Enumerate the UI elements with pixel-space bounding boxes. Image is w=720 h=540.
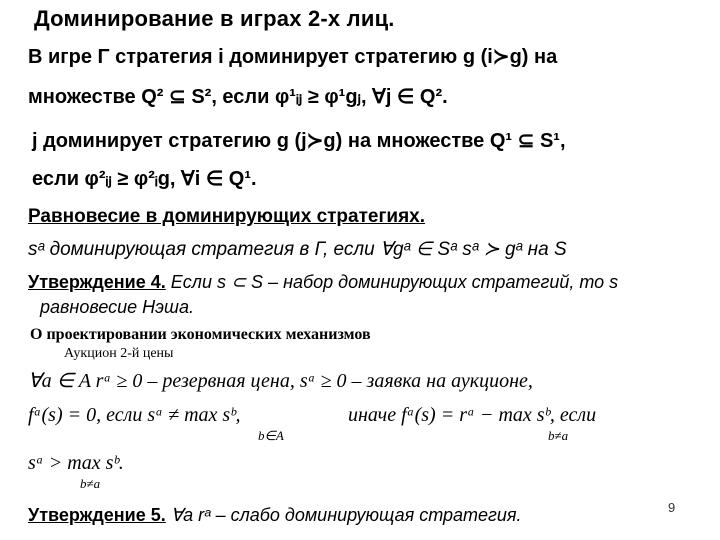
section-title-equilibrium: Равновесие в доминирующих стратегиях. — [28, 206, 426, 227]
section-subtitle-auction: Аукцион 2-й цены — [64, 346, 174, 361]
claim-4-text: Если s ⊂ S – набор доминирующих стратегий, то s — [170, 272, 619, 292]
definition-line-1: В игре Γ стратегия i доминирует стратегию g (i≻g) на — [28, 46, 558, 68]
section-title-mechanism-design: О проектировании экономических механизмов — [30, 326, 371, 343]
claim-4-label: Утверждение 4. — [28, 272, 166, 292]
definition-line-3: j доминирует стратегию g (j≻g) на множестве Q¹ ⊆ S¹, — [32, 130, 566, 152]
claim-4-text-cont: равновесие Нэша. — [40, 297, 194, 317]
page-number: 9 — [668, 500, 676, 515]
auction-line-2a: fᵃ(s) = 0, если sᵃ ≠ max sᵇ, — [28, 404, 241, 426]
claim-5-text: ∀a rᵃ – слабо доминирующая стратегия. — [170, 505, 522, 525]
claim-5-label: Утверждение 5. — [28, 505, 166, 525]
definition-line-4: если φ²ᵢⱼ ≥ φ²ᵢg, ∀i ∈ Q¹. — [32, 168, 257, 190]
claim-5 — [28, 505, 522, 526]
page-title: Доминирование в играх 2-х лиц. — [34, 6, 395, 31]
claim-4 — [28, 272, 618, 293]
dominant-strategy-line: sᵃ доминирующая стратегия в Γ, если ∀gᵃ ∈ Sᵃ sᵃ ≻ gᵃ на S — [28, 239, 567, 260]
definition-line-2: множестве Q² ⊆ S², если φ¹ᵢⱼ ≥ φ¹gⱼ, ∀j ∈ Q². — [28, 86, 448, 108]
auction-line-3: sᵃ > max sᵇ. — [28, 452, 124, 474]
auction-line-3-subscript: b≠a — [80, 476, 101, 491]
auction-line-2b-subscript: b≠a — [548, 428, 569, 443]
auction-line-2b: иначе fᵃ(s) = rᵃ − max sᵇ, если — [348, 404, 597, 426]
auction-line-2a-subscript: b∈A — [258, 428, 284, 443]
auction-line-1: ∀a ∈ A rᵃ ≥ 0 – резервная цена, sᵃ ≥ 0 – заявка на аукционе, — [28, 370, 533, 392]
